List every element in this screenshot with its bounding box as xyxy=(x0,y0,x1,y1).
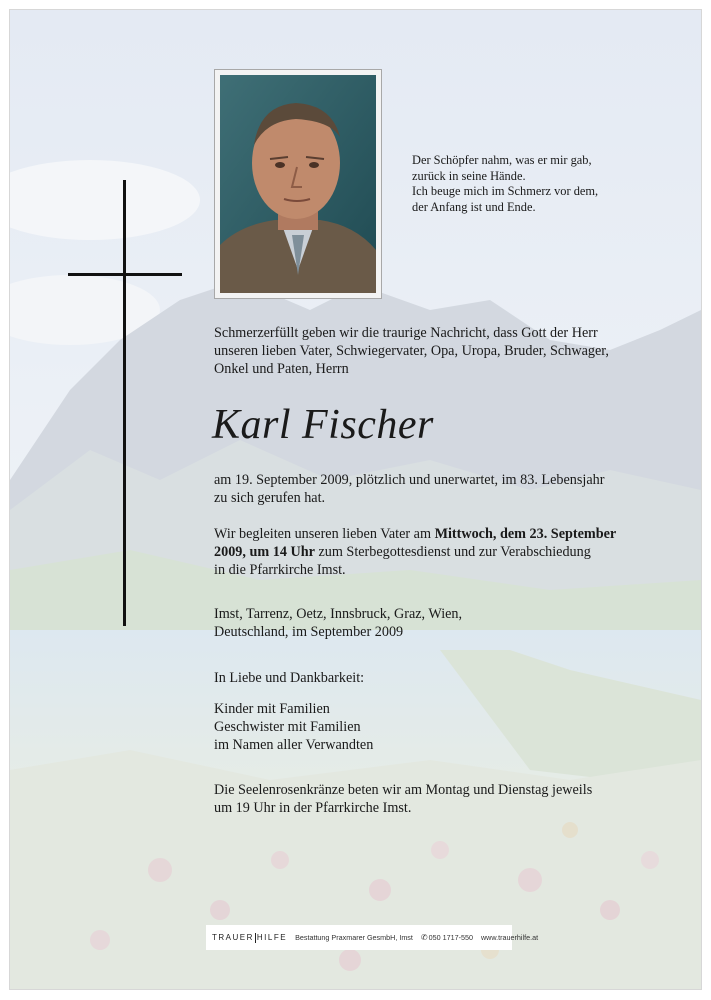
funeral-line-1: Wir begleiten unseren lieben Vater am Mittwoch, dem 23. September xyxy=(214,526,617,542)
quote-line: zurück in seine Hände. xyxy=(412,168,526,183)
quote-line: Der Schöpfer nahm, was er mir gab, xyxy=(412,153,592,167)
funeral-home-footer xyxy=(206,925,539,950)
phone-number: ✆050 1717-550 xyxy=(420,933,473,942)
trauerhilfe-logo: TRAUER HILFE xyxy=(212,933,288,942)
deceased-name: Karl Fischer xyxy=(212,402,434,448)
funeral-time: 2009, um 14 Uhr xyxy=(214,544,315,560)
mourners-list xyxy=(214,700,373,754)
rosary-line: um 19 Uhr in der Pfarrkirche Imst. xyxy=(214,800,412,816)
funeral-line-2: 2009, um 14 Uhr zum Sterbegottesdienst und zur Verabschiedung xyxy=(214,544,591,560)
announcement-line: Onkel und Paten, Herrn xyxy=(214,361,349,377)
company-name: Bestattung Praxmarer GesmbH, Imst xyxy=(295,933,413,942)
quote-line: Ich beuge mich im Schmerz vor dem, xyxy=(412,184,599,198)
cross-horizontal-bar xyxy=(68,273,182,276)
mourner-line: Kinder mit Familien xyxy=(214,701,330,717)
phone-icon: ✆ xyxy=(420,933,428,942)
place-and-date xyxy=(214,605,654,641)
announcement-line: Schmerzerfüllt geben wir die traurige Nachricht, dass Gott der Herr xyxy=(214,325,598,341)
funeral-date: Mittwoch, dem 23. September xyxy=(434,526,617,542)
gratitude-heading: In Liebe und Dankbarkeit: xyxy=(214,670,365,686)
portrait-photo xyxy=(214,69,382,299)
funeral-line-3: in die Pfarrkirche Imst. xyxy=(214,562,346,578)
funeral-details xyxy=(214,525,654,579)
place-line: Deutschland, im September 2009 xyxy=(214,624,404,640)
mourner-line: im Namen aller Verwandten xyxy=(214,737,374,753)
death-line: am 19. September 2009, plötzlich und unerwartet, im 83. Lebensjahr xyxy=(214,472,605,488)
quote-line: der Anfang ist und Ende. xyxy=(412,199,536,214)
place-line: Imst, Tarrenz, Oetz, Innsbruck, Graz, Wien, xyxy=(214,606,463,622)
death-line: zu sich gerufen hat. xyxy=(214,490,326,506)
obituary-card xyxy=(9,9,702,990)
announcement-text xyxy=(214,324,654,378)
rosary-notice xyxy=(214,781,654,817)
website-link[interactable]: www.trauerhilfe.at xyxy=(480,933,539,942)
death-notice xyxy=(214,471,654,507)
rosary-line: Die Seelenrosenkränze beten wir am Montag und Dienstag jeweils xyxy=(214,782,593,798)
cross-vertical-bar xyxy=(123,180,126,626)
mourner-line: Geschwister mit Familien xyxy=(214,719,361,735)
announcement-line: unseren lieben Vater, Schwiegervater, Opa, Uropa, Bruder, Schwager, xyxy=(214,343,609,359)
quote-poem xyxy=(412,153,598,215)
